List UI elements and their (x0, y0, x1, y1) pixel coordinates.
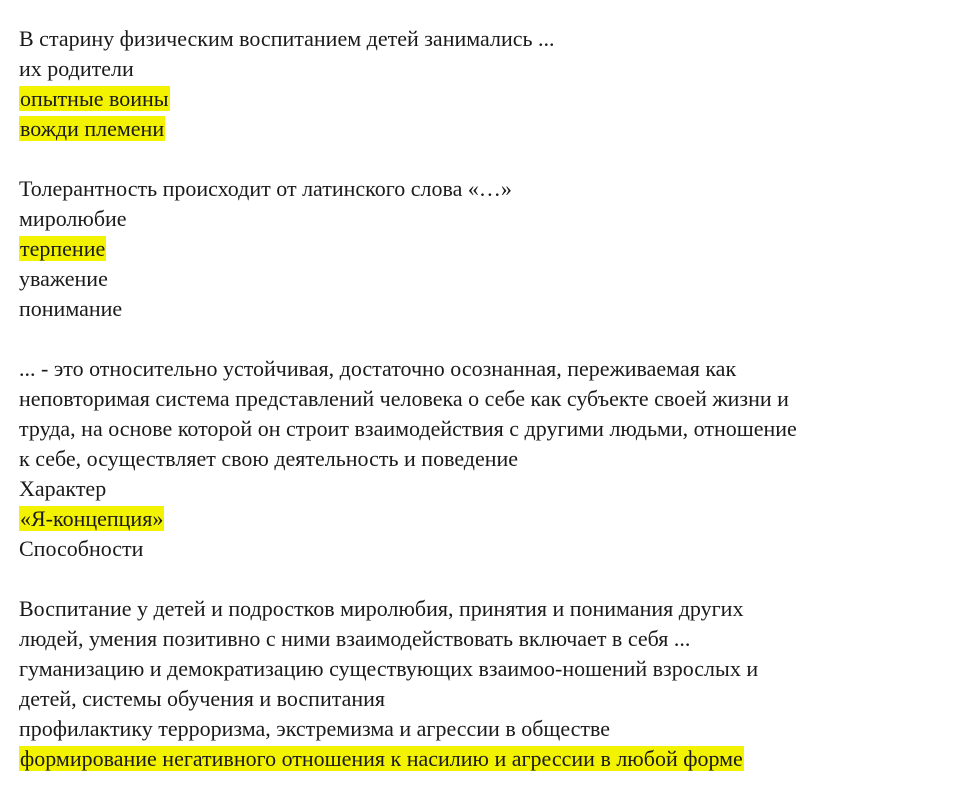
answer-option-correct (19, 504, 964, 534)
answer-text: понимание (19, 296, 123, 321)
answer-option (19, 54, 964, 84)
answer-text-highlighted: вожди племени (20, 116, 165, 141)
question-block-3 (19, 354, 964, 564)
answer-text-highlighted: «Я-концепция» (20, 506, 164, 531)
question-text-line: труда, на основе которой он строит взаимодействия с другими людьми, отношение (19, 416, 797, 441)
answer-option (19, 294, 964, 324)
answer-text: их родители (19, 56, 134, 81)
question-text-line: людей, умения позитивно с ними взаимодействовать включает в себя ... (19, 626, 691, 651)
answer-text: профилактику терроризма, экстремизма и агрессии в обществе (19, 716, 611, 741)
question-block-4 (19, 594, 964, 774)
question-text: В старину физическим воспитанием детей занимались ... (19, 26, 555, 51)
question-text-line: ... - это относительно устойчивая, достаточно осознанная, переживаемая как (19, 356, 737, 381)
answer-option (19, 534, 964, 564)
answer-option-correct (19, 84, 964, 114)
answer-text: уважение (19, 266, 108, 291)
answer-option-correct (19, 744, 964, 774)
answer-option (19, 204, 964, 234)
quiz-document (19, 24, 964, 804)
question-text-line: Воспитание у детей и подростков миролюбия, принятия и понимания других (19, 596, 744, 621)
question-text-line: к себе, осуществляет свою деятельность и поведение (19, 446, 519, 471)
answer-text: миролюбие (19, 206, 127, 231)
question-text-line: неповторимая система представлений человека о себе как субъекте своей жизни и (19, 386, 789, 411)
answer-option-correct (19, 234, 964, 264)
answer-option (19, 264, 964, 294)
answer-option (19, 474, 964, 504)
answer-option (19, 684, 964, 714)
answer-text-highlighted: терпение (20, 236, 106, 261)
answer-option (19, 654, 964, 684)
answer-option (19, 714, 964, 744)
question-text: Толерантность происходит от латинского слова «…» (19, 176, 512, 201)
question-block-1 (19, 24, 964, 144)
answer-text-highlighted: опытные воины (20, 86, 169, 111)
question-block-2 (19, 174, 964, 324)
answer-text: гуманизацию и демократизацию существующих взаимоо-ношений взрослых и (19, 656, 759, 681)
answer-text: Способности (19, 536, 144, 561)
answer-option-correct (19, 114, 964, 144)
answer-text: детей, системы обучения и воспитания (19, 686, 386, 711)
answer-text: Характер (19, 476, 107, 501)
answer-text-highlighted: формирование негативного отношения к насилию и агрессии в любой форме (20, 746, 743, 771)
